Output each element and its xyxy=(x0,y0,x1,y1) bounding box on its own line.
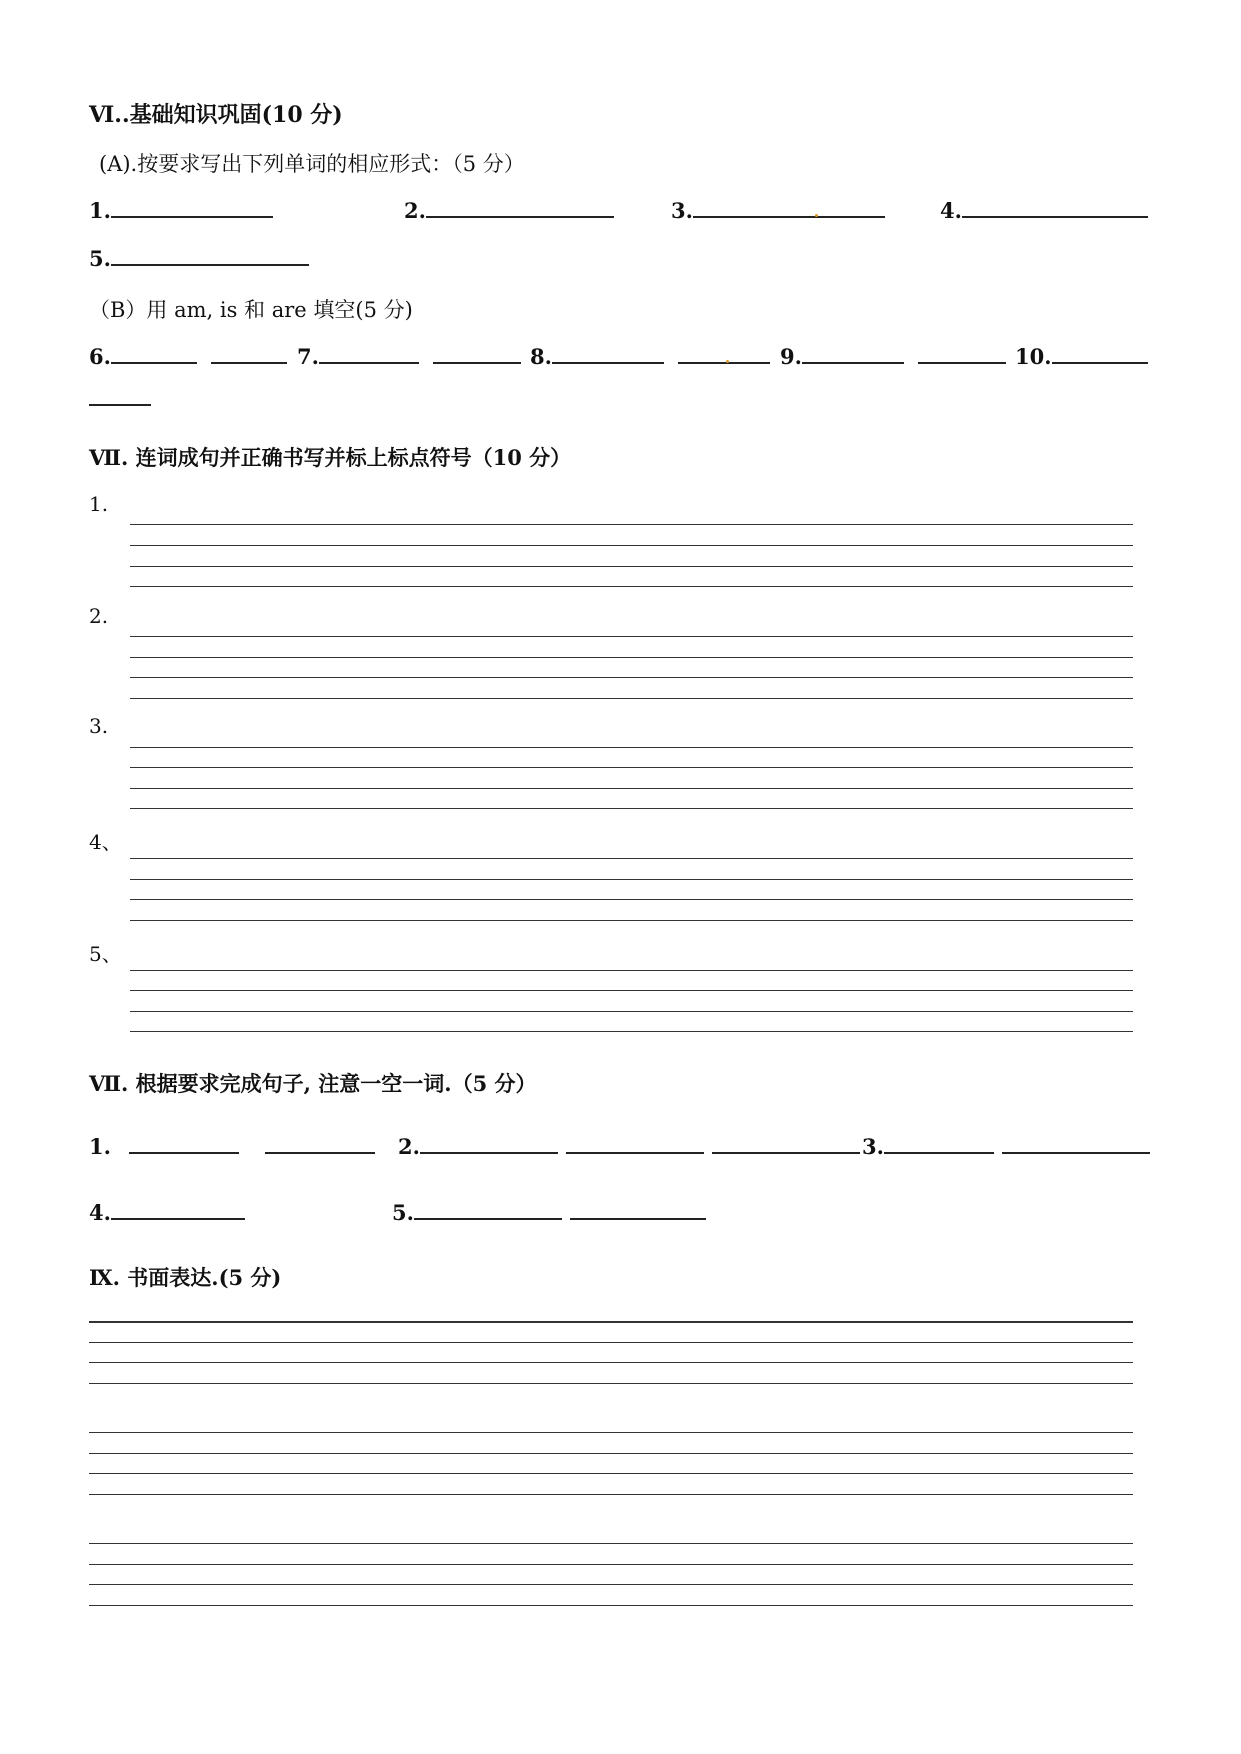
blank-row-a1 xyxy=(89,198,273,223)
answer-blank[interactable] xyxy=(1002,1134,1150,1154)
writing-line[interactable] xyxy=(89,1362,1133,1363)
writing-line[interactable] xyxy=(130,677,1133,678)
answer-blank[interactable] xyxy=(693,198,885,218)
section7-title: Ⅶ. 连词成句并正确书写并标上标点符号（10 分） xyxy=(89,445,572,470)
answer-blank[interactable] xyxy=(712,1134,860,1154)
answer-blank[interactable] xyxy=(111,246,309,266)
writing-line[interactable] xyxy=(130,586,1133,587)
blank-number: 6. xyxy=(89,344,111,369)
writing-line[interactable] xyxy=(130,920,1133,921)
stray-mark xyxy=(726,360,729,363)
item-number-5: 5、 xyxy=(89,942,122,966)
answer-blank[interactable] xyxy=(566,1134,704,1154)
blank-number: 3. xyxy=(671,198,693,223)
writing-line[interactable] xyxy=(89,1473,1133,1474)
blank-number: 1. xyxy=(89,198,111,223)
blank-row-c1 xyxy=(89,1134,375,1159)
section9-title: Ⅸ. 书面表达.(5 分) xyxy=(89,1265,282,1290)
writing-line[interactable] xyxy=(130,657,1133,658)
answer-blank[interactable] xyxy=(552,344,664,364)
writing-line[interactable] xyxy=(130,545,1133,546)
writing-line[interactable] xyxy=(89,1584,1133,1585)
blank-row-a5 xyxy=(89,246,309,271)
item-number-3: 3. xyxy=(89,714,109,738)
answer-blank[interactable] xyxy=(414,1200,562,1220)
answer-blank[interactable] xyxy=(111,344,197,364)
writing-line[interactable] xyxy=(130,970,1133,971)
section6-title: Ⅵ..基础知识巩固(10 分) xyxy=(89,102,343,128)
writing-line[interactable] xyxy=(130,788,1133,789)
item-number-2: 2. xyxy=(89,604,109,628)
writing-line[interactable] xyxy=(130,524,1133,525)
blank-row-c2 xyxy=(398,1134,860,1159)
writing-line[interactable] xyxy=(130,990,1133,991)
section6-part-a-instruction: (A).按要求写出下列单词的相应形式：（5 分） xyxy=(99,152,525,176)
blank-number: 2. xyxy=(404,198,426,223)
writing-line[interactable] xyxy=(89,1543,1133,1544)
item-number-1: 1. xyxy=(89,492,109,516)
writing-line[interactable] xyxy=(89,1564,1133,1565)
writing-line[interactable] xyxy=(130,698,1133,699)
answer-blank-continuation[interactable] xyxy=(89,404,151,406)
section6-part-b-instruction: （B）用 am, is 和 are 填空(5 分) xyxy=(89,298,413,322)
answer-blank[interactable] xyxy=(570,1200,706,1220)
writing-line[interactable] xyxy=(130,636,1133,637)
blank-number: 7. xyxy=(297,344,319,369)
writing-line[interactable] xyxy=(130,858,1133,859)
answer-blank[interactable] xyxy=(426,198,614,218)
writing-line[interactable] xyxy=(130,767,1133,768)
answer-blank[interactable] xyxy=(918,344,1006,364)
answer-blank[interactable] xyxy=(678,344,770,364)
item-number-4: 4、 xyxy=(89,830,122,854)
blank-row-b6 xyxy=(89,344,287,369)
blank-number: 2. xyxy=(398,1134,420,1159)
blank-number: 4. xyxy=(940,198,962,223)
section8-title: Ⅶ. 根据要求完成句子, 注意一空一词.（5 分） xyxy=(89,1071,537,1096)
stray-mark xyxy=(815,214,818,217)
blank-number: 9. xyxy=(780,344,802,369)
writing-line[interactable] xyxy=(130,747,1133,748)
writing-line[interactable] xyxy=(130,808,1133,809)
blank-number: 1. xyxy=(89,1134,111,1159)
answer-blank[interactable] xyxy=(319,344,419,364)
answer-blank[interactable] xyxy=(884,1134,994,1154)
blank-number: 8. xyxy=(530,344,552,369)
answer-blank[interactable] xyxy=(802,344,904,364)
writing-line[interactable] xyxy=(89,1383,1133,1384)
writing-line[interactable] xyxy=(130,879,1133,880)
blank-row-b9 xyxy=(780,344,1006,369)
blank-row-c3 xyxy=(862,1134,1150,1159)
answer-blank[interactable] xyxy=(111,198,273,218)
blank-row-b8 xyxy=(530,344,770,369)
answer-blank[interactable] xyxy=(111,1200,245,1220)
writing-line[interactable] xyxy=(89,1321,1133,1323)
writing-line[interactable] xyxy=(89,1342,1133,1343)
answer-blank[interactable] xyxy=(962,198,1148,218)
blank-row-a3 xyxy=(671,198,885,223)
writing-line[interactable] xyxy=(130,899,1133,900)
blank-number: 3. xyxy=(862,1134,884,1159)
blank-number: 4. xyxy=(89,1200,111,1225)
answer-blank[interactable] xyxy=(129,1134,239,1154)
writing-line[interactable] xyxy=(89,1453,1133,1454)
writing-line[interactable] xyxy=(89,1432,1133,1433)
answer-blank[interactable] xyxy=(265,1134,375,1154)
blank-number: 5. xyxy=(392,1200,414,1225)
answer-blank[interactable] xyxy=(211,344,287,364)
blank-row-a4 xyxy=(940,198,1148,223)
answer-blank[interactable] xyxy=(420,1134,558,1154)
blank-row-b10 xyxy=(1015,344,1148,369)
writing-line[interactable] xyxy=(130,1011,1133,1012)
writing-line[interactable] xyxy=(89,1605,1133,1606)
blank-row-b7 xyxy=(297,344,521,369)
blank-number: 10. xyxy=(1015,344,1052,369)
answer-blank[interactable] xyxy=(433,344,521,364)
writing-line[interactable] xyxy=(130,566,1133,567)
writing-line[interactable] xyxy=(130,1031,1133,1032)
blank-row-c4 xyxy=(89,1200,245,1225)
answer-blank[interactable] xyxy=(1052,344,1148,364)
blank-number: 5. xyxy=(89,246,111,271)
blank-row-a2 xyxy=(404,198,614,223)
blank-row-c5 xyxy=(392,1200,706,1225)
writing-line[interactable] xyxy=(89,1494,1133,1495)
